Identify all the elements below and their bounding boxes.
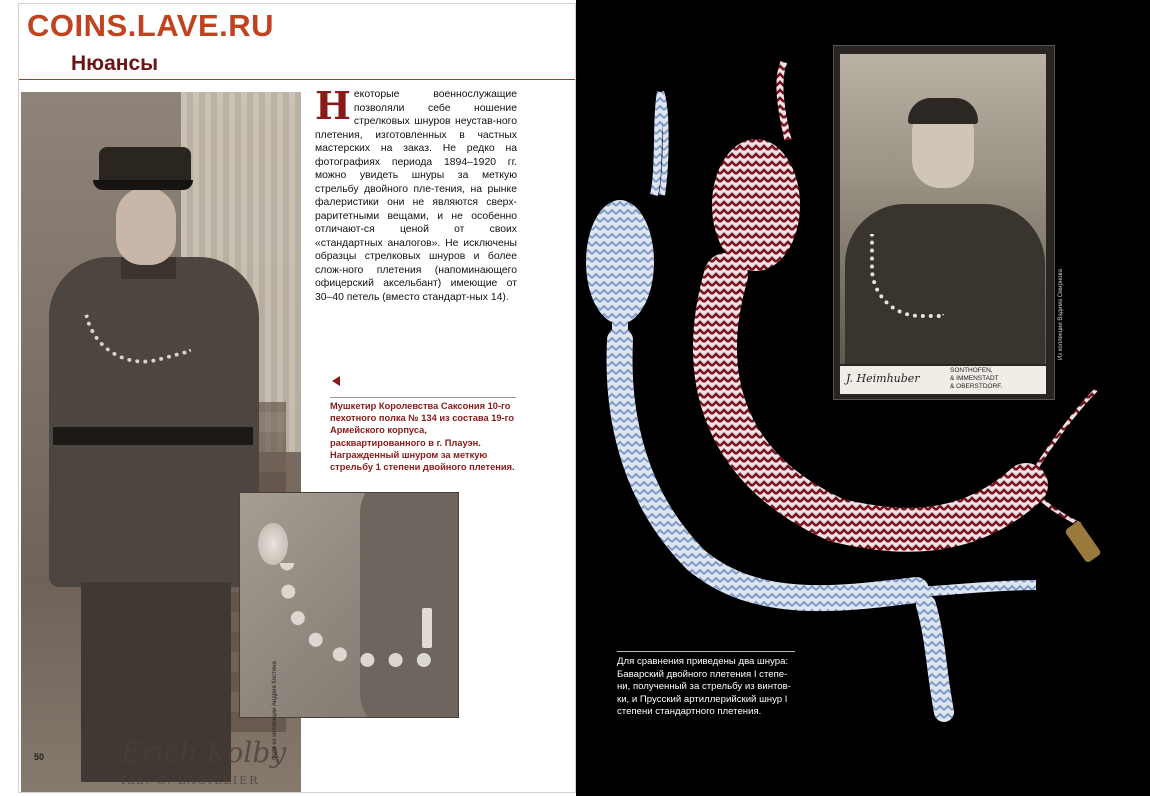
- cord-tip: [422, 608, 432, 648]
- article-body: [315, 83, 517, 304]
- photo-studio-stamp-sub: Inh. G. LAGILLIER: [121, 774, 260, 787]
- site-title: COINS.LAVE.RU: [27, 8, 275, 43]
- cap-visor: [93, 180, 193, 190]
- second-photo-image: [840, 54, 1046, 364]
- studio-towns: SONTHOFEN, & IMMENSTADT & OBERSTDORF.: [950, 367, 1003, 390]
- page-number: 50: [34, 752, 45, 762]
- drop-cap: Н: [315, 83, 351, 128]
- soldier-face: [116, 187, 176, 265]
- second-soldier-photo: [833, 45, 1055, 400]
- studio-name: J. Heimhuber: [846, 372, 920, 385]
- caption-rule: [330, 397, 516, 398]
- photo-caption-right: Для сравнения приведены два шнура: Баварский двойного плетения I степе-ни, полученный за стрельбу из винтов-ки, и Прусский артиллерийский шнур I степени стандартного плетения.: [617, 656, 791, 718]
- second-soldier-hair: [908, 98, 978, 124]
- photo-studio-stamp: Erich Kolby: [121, 736, 287, 769]
- cord-metal-tip: [1064, 520, 1102, 563]
- caption-rule-right: [617, 651, 795, 652]
- left-page: [18, 3, 576, 793]
- photo-caption-left: Мушкетир Королевства Саксония 10-го пехотного полка № 134 из состава 19-го Армейского корпуса, расквартированного в г. Плауэн. Награжденный шнуром за меткую стрельбу 1 степени двойного плетения.: [330, 401, 515, 473]
- header-rule: [19, 79, 575, 80]
- article-body-text: екоторые военнослужащие позволяли себе ношение стрелковых шнуров неустав-ного плетения, изготовленных в частных мастерских на заказ. Не редко на фотографиях периода 1894–1920 гг. можно увидеть шнуры за меткую стрельбу двойного пле-тения, на рынке фалеристики они не являются сверх-раритетными вещами, и не особенно отличают-ся ценой от своих «стандартных аналогов». Не исключены образцы стрелковых шнуров и более слож-ного плетения (напоминающего офицерский аксельбант) имеющие от 30–40 петель (вместо стандарт-ных 14).: [315, 89, 517, 303]
- section-title: Нюансы: [71, 52, 159, 75]
- photo-credit-left: Фото из коллекции Андрея Костина: [272, 661, 278, 760]
- cord-braid: [280, 563, 434, 667]
- caption-pointer-icon: [332, 376, 340, 386]
- prussian-cord-knot: [712, 139, 800, 271]
- bavarian-cord-knot: [586, 200, 654, 324]
- photo-credit-right: Из коллекции Вадима Смирнова: [1058, 269, 1064, 360]
- uniform-belt: [53, 427, 253, 445]
- photo-studio-strip: [840, 366, 1046, 394]
- cord-knot: [258, 523, 288, 565]
